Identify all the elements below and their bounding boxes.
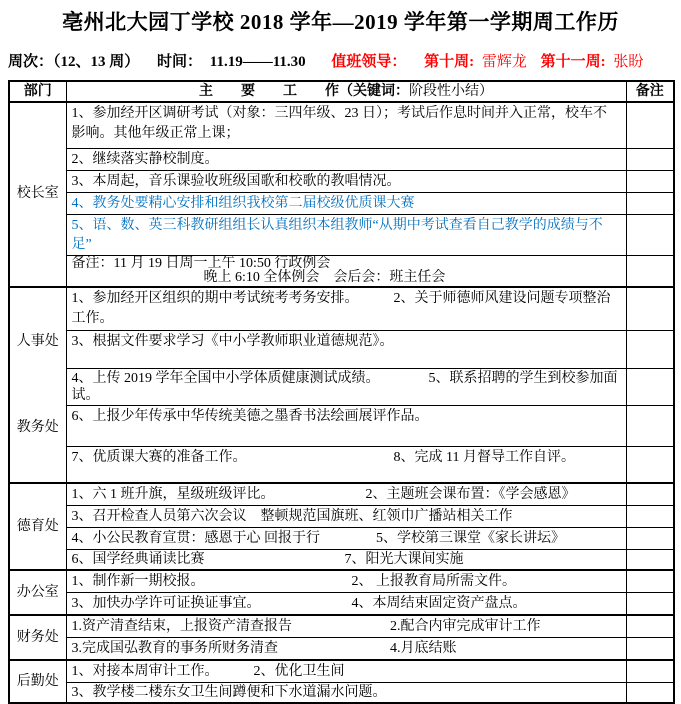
table-row xyxy=(9,170,674,192)
remark-cell xyxy=(626,170,674,192)
duty-week10-label: 第十周: xyxy=(424,54,475,70)
table-row xyxy=(9,593,674,616)
table-row xyxy=(9,570,674,593)
duty-week11-label: 第十一周: xyxy=(540,54,606,70)
work-schedule-table xyxy=(8,80,675,704)
task-cell: 4、小公民教育宣贯：感恩于心 回报于行 5、学校第三课堂《家长讲坛》 xyxy=(66,528,626,550)
table-row xyxy=(9,148,674,170)
dept-cell-general-office: 办公室 xyxy=(9,570,66,615)
remark-cell xyxy=(626,528,674,550)
remark-cell xyxy=(626,192,674,214)
remark-cell xyxy=(626,506,674,528)
dept-label-academic: 教务处 xyxy=(16,419,59,435)
table-row xyxy=(9,528,674,550)
task-cell: 7、优质课大赛的准备工作。 8、完成 11 月督导工作自评。 xyxy=(66,446,626,483)
task-cell: 4、上传 2019 学年全国中小学体质健康测试成绩。 5、联系招聘的学生到校参加面试。 xyxy=(66,368,626,405)
table-row xyxy=(9,368,674,405)
note-line-1: 备注：11 月 19 日周一上午 10:50 行政例会 xyxy=(71,255,331,271)
duty-leader-label: 值班领导： xyxy=(331,54,407,70)
remark-cell xyxy=(626,330,674,368)
remark-cell xyxy=(626,405,674,446)
page-title: 亳州北大园丁学校 2018 学年—2019 学年第一学期周工作历 xyxy=(62,10,619,34)
remark-cell xyxy=(626,148,674,170)
dept-label-hr: 人事处 xyxy=(16,333,59,349)
table-row xyxy=(9,660,674,683)
note-cell xyxy=(66,255,626,287)
table-row xyxy=(9,446,674,483)
task-cell: 1、对接本周审计工作。 2、优化卫生间 xyxy=(66,660,626,683)
dept-cell-moral-education: 德育处 xyxy=(9,483,66,570)
note-line-2: 晚上 6:10 全体例会 会后会：班主任会 xyxy=(203,269,446,285)
duty-week10-name: 雷辉龙 xyxy=(481,54,527,70)
task-cell: 1、制作新一期校报。 2、 上报教育局所需文件。 xyxy=(66,570,626,593)
time-value: 11.19——11.30 xyxy=(209,54,306,70)
remark-cell xyxy=(626,214,674,255)
task-cell: 3.完成国弘教育的事务所财务清查 4.月底结账 xyxy=(66,638,626,661)
table-row xyxy=(9,405,674,446)
header-remark: 备注 xyxy=(626,81,674,102)
table-row xyxy=(9,638,674,661)
dept-cell-finance: 财务处 xyxy=(9,615,66,660)
table-row xyxy=(9,255,674,287)
remark-cell xyxy=(626,287,674,331)
task-cell: 3、加快办学许可证换证事宜。 4、本周结束固定资产盘点。 xyxy=(66,593,626,616)
table-row xyxy=(9,550,674,571)
remark-cell xyxy=(626,570,674,593)
remark-cell xyxy=(626,483,674,506)
remark-cell xyxy=(626,638,674,661)
table-row xyxy=(9,102,674,148)
table-row xyxy=(9,483,674,506)
remark-cell xyxy=(626,102,674,148)
remark-cell xyxy=(626,615,674,638)
table-row xyxy=(9,683,674,704)
task-cell: 1、六 1 班升旗，星级班级评比。 2、主题班会课布置：《学会感恩》 xyxy=(66,483,626,506)
dept-label-stack xyxy=(10,299,66,471)
dept-cell-logistics: 后勤处 xyxy=(9,660,66,703)
time-label: 时间： xyxy=(157,54,203,70)
task-cell-highlighted: 4、教务处要精心安排和组织我校第二届校级优质课大赛 xyxy=(66,192,626,214)
task-cell: 3、召开检查人员第六次会议 整顿规范国旗班、红领巾广播站相关工作 xyxy=(66,506,626,528)
remark-cell xyxy=(626,255,674,287)
dept-cell-principal-office: 校长室 xyxy=(9,102,66,287)
table-row xyxy=(9,192,674,214)
remark-cell xyxy=(626,593,674,616)
dept-cell-hr-and-academic xyxy=(9,287,66,484)
duty-week11-name: 张盼 xyxy=(613,54,644,70)
table-row xyxy=(9,506,674,528)
table-header-row xyxy=(9,81,674,102)
task-cell: 2、继续落实静校制度。 xyxy=(66,148,626,170)
table-row xyxy=(9,214,674,255)
table-row xyxy=(9,615,674,638)
table-row xyxy=(9,330,674,368)
header-dept: 部门 xyxy=(9,81,66,102)
task-cell: 6、上报少年传承中华传统美德之墨香书法绘画展评作品。 xyxy=(66,405,626,446)
task-cell-highlighted: 5、语、数、英三科教研组组长认真组织本组教师“从期中考试查看自己教学的成绩与不足” xyxy=(66,214,626,255)
task-cell: 1、参加经开区调研考试（对象：三四年级、23 日）；考试后作息时间并入正常，校车不影响。其他年级正常上课； xyxy=(66,102,626,148)
document-page xyxy=(0,6,681,700)
task-cell: 6、国学经典诵读比赛 7、阳光大课间实施 xyxy=(66,550,626,571)
remark-cell xyxy=(626,368,674,405)
task-cell: 1、参加经开区组织的期中考试统考考务安排。 2、关于师德师风建设问题专项整治工作。 xyxy=(66,287,626,331)
remark-cell xyxy=(626,683,674,704)
meta-line xyxy=(8,50,681,71)
header-main xyxy=(66,81,626,102)
task-cell: 3、教学楼二楼东女卫生间蹲便和下水道漏水问题。 xyxy=(66,683,626,704)
task-cell: 3、本周起，音乐课验收班级国歌和校歌的教唱情况。 xyxy=(66,170,626,192)
header-main-keyword: 阶段性小结） xyxy=(409,84,493,99)
task-cell: 1.资产清查结束，上报资产清查报告 2.配合内审完成审计工作 xyxy=(66,615,626,638)
task-cell: 3、根据文件要求学习《中小学教师职业道德规范》。 xyxy=(66,330,626,368)
remark-cell xyxy=(626,550,674,571)
remark-cell xyxy=(626,446,674,483)
remark-cell xyxy=(626,660,674,683)
header-main-title: 主 要 工 作（关键词： xyxy=(199,84,409,99)
table-row xyxy=(9,287,674,331)
week-label: 周次：（12、13 周） xyxy=(8,54,140,70)
